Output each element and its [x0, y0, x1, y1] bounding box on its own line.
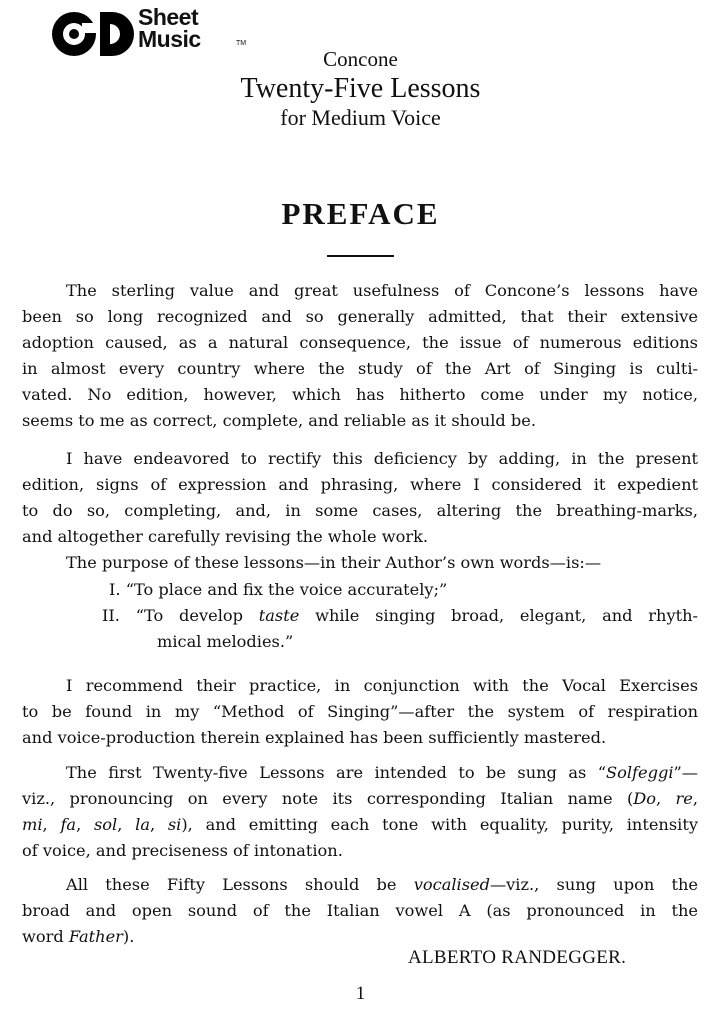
- text-line: viz., pronouncing on every note its corresponding Italian name (Do, re,: [22, 789, 698, 809]
- paragraph-1: [22, 278, 698, 435]
- text-line: edition, signs of expression and phrasing, where I considered it expedient: [22, 475, 698, 495]
- paragraph-5: [22, 872, 698, 950]
- list-text: “To place and fix the voice accurately;”: [125, 580, 448, 599]
- text-line: been so long recognized and so generally admitted, that their extensive: [22, 307, 698, 327]
- emphasis: Father: [68, 927, 123, 947]
- emphasis: Solfeggi: [606, 763, 674, 782]
- text-line: word Father).: [22, 927, 135, 947]
- heading-divider: [327, 255, 394, 257]
- page-number: 1: [355, 983, 366, 1004]
- text-line: mi, fa, sol, la, si), and emitting each tone with equality, purity, intensity: [22, 815, 698, 835]
- emphasis: taste: [258, 606, 300, 626]
- text-line: All these Fifty Lessons should be vocalised—viz., sung upon the: [66, 875, 698, 894]
- purpose-list: [22, 577, 698, 655]
- text-line: seems to me as correct, complete, and reliable as it should be.: [22, 411, 537, 431]
- emphasis: vocalised: [413, 875, 490, 894]
- page-heading: PREFACE: [281, 196, 440, 231]
- text-line: to do so, completing, and, in some cases, altering the breathing-marks,: [22, 501, 698, 521]
- composer-name: Concone: [323, 47, 398, 71]
- text-line: broad and open sound of the Italian vowel A (as pronounced in the: [22, 901, 698, 921]
- text-line: and voice-production therein explained has been sufficiently mastered.: [22, 728, 607, 748]
- work-title: Twenty-Five Lessons: [240, 73, 481, 104]
- paragraph-4: [22, 760, 698, 864]
- paragraph-3: [22, 673, 698, 751]
- text-line: The first Twenty-five Lessons are intended to be sung as “Solfeggi”—: [66, 763, 698, 782]
- work-subtitle: for Medium Voice: [280, 105, 441, 130]
- text-line: adoption caused, as a natural consequence, the issue of numerous editions: [22, 333, 698, 353]
- text-line: vated. No edition, however, which has hitherto come under my notice,: [22, 385, 698, 405]
- logo-wordmark: Sheet Music: [138, 4, 201, 52]
- list-item: [22, 577, 698, 603]
- trademark-mark: TM: [236, 40, 247, 47]
- text-line: to be found in my “Method of Singing”—after the system of respiration: [22, 702, 698, 722]
- list-numeral: I.: [109, 580, 121, 599]
- text-line: I recommend their practice, in conjunction with the Vocal Exercises: [66, 676, 698, 695]
- paragraph-2: [22, 446, 698, 576]
- text-line: of voice, and preciseness of intonation.: [22, 841, 343, 861]
- text-line: The sterling value and great usefulness of Concone’s lessons have: [66, 281, 698, 300]
- list-item-continuation: mical melodies.”: [157, 632, 294, 652]
- list-item: II. “To develop taste while singing broad, elegant, and rhyth-: [102, 606, 698, 626]
- text-line: in almost every country where the study of the Art of Singing is culti-: [22, 359, 698, 379]
- author-signature: ALBERTO RANDEGGER.: [408, 947, 627, 968]
- text-line: and altogether carefully revising the whole work.: [22, 527, 429, 547]
- list-numeral: II.: [102, 606, 120, 626]
- text-line: I have endeavored to rectify this deficiency by adding, in the present: [66, 449, 698, 468]
- text-line: The purpose of these lessons—in their Author’s own words—is:—: [66, 553, 602, 573]
